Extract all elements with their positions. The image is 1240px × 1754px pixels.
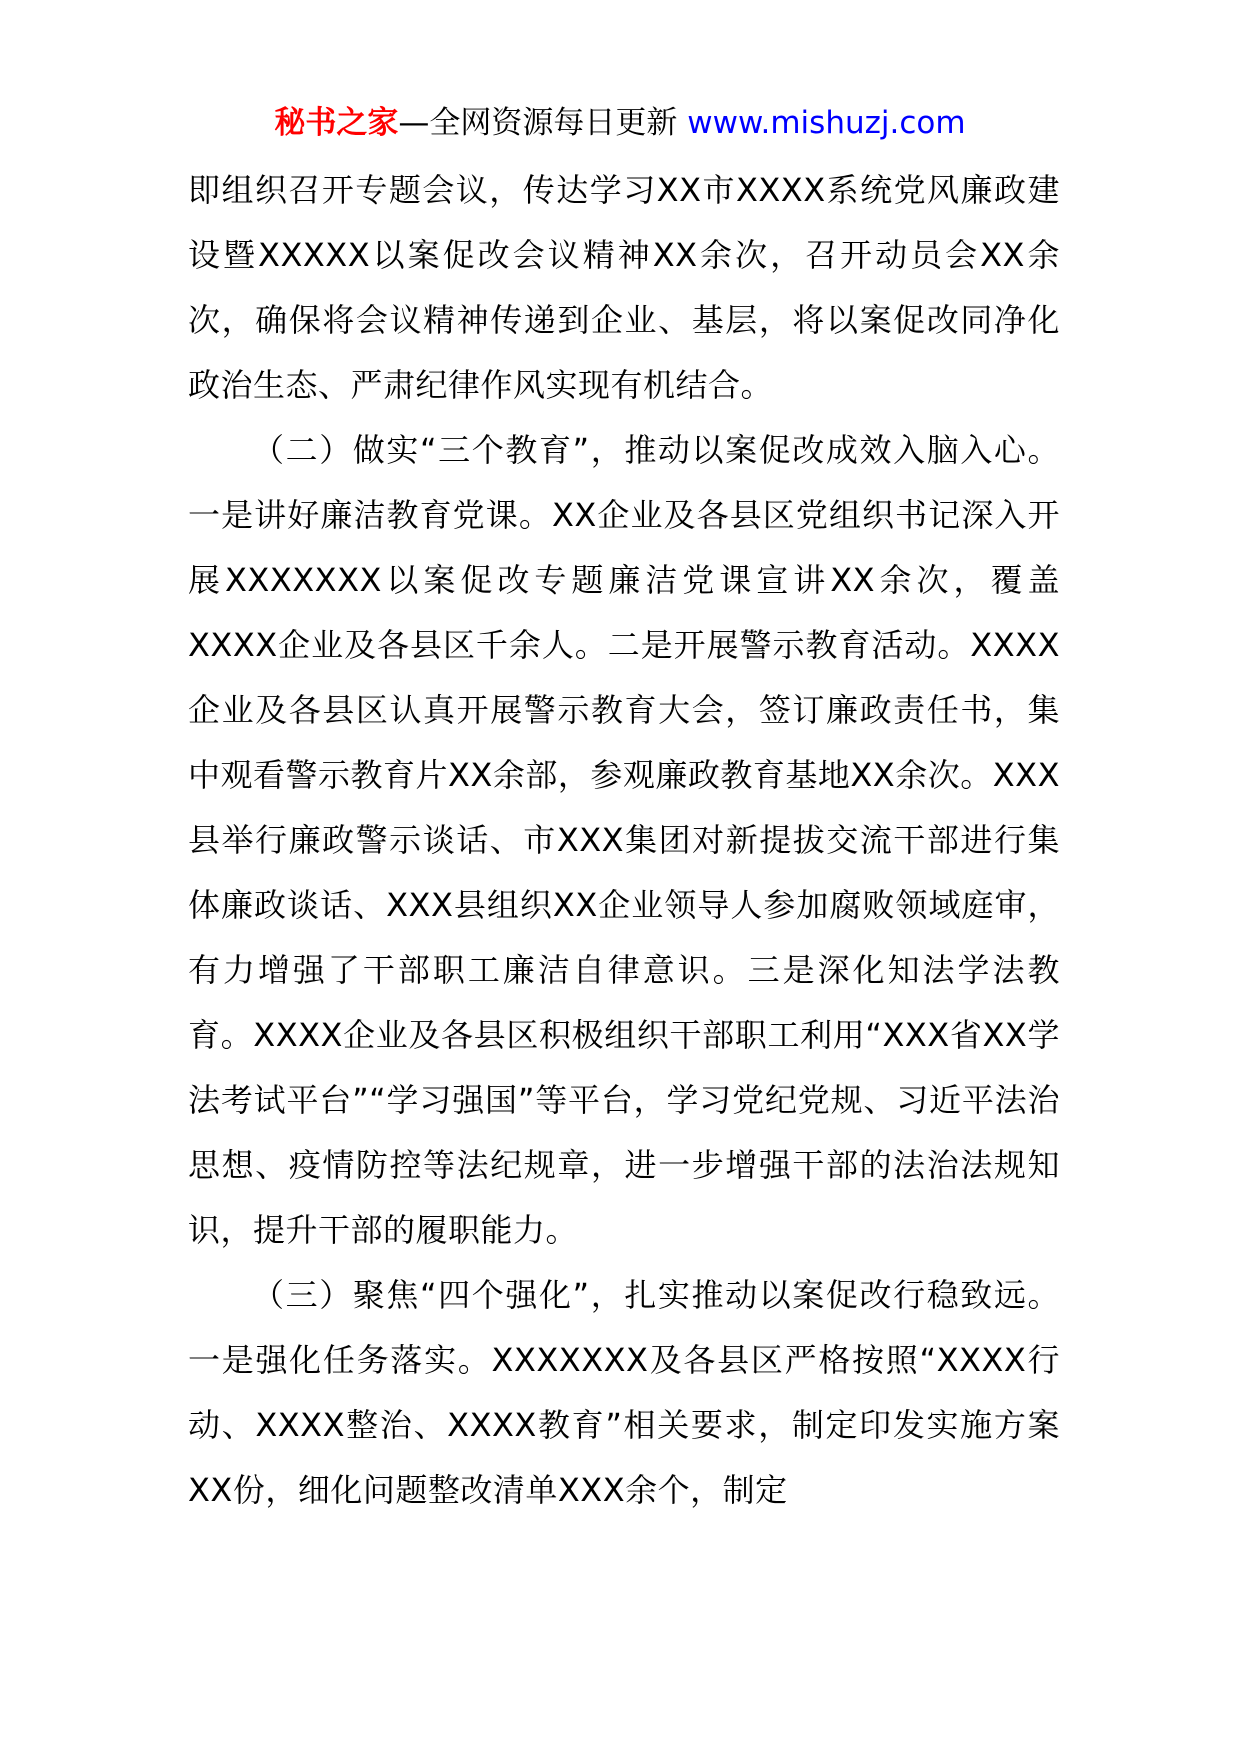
paragraph-section-two: （二）做实“三个教育”，推动以案促改成效入脑入心。一是讲好廉洁教育党课。XX企业及各县区党组织书记深入开展XXXXXXX以案促改专题廉洁党课宣讲XX余次，覆盖XXXX企业及各县区千余人。二是开展警示教育活动。XXXX企业及各县区认真开展警示教育大会，签订廉政责任书，集中观看警示教育片XX余部，参观廉政教育基地XX余次。XXX县举行廉政警示谈话、市XXX集团对新提拔交流干部进行集体廉政谈话、XXX县组织XX企业领导人参加腐败领域庭审，有力增强了干部职工廉洁自律意识。三是深化知法学法教育。XXXX企业及各县区积极组织干部职工利用“XXX省XX学法考试平台”“学习强国”等平台，学习党纪党规、习近平法治思想、疫情防控等法纪规章，进一步增强干部的法治法规知识，提升干部的履职能力。 [188,431,1060,1249]
site-url-link[interactable]: www.mishuzj.com [687,105,966,141]
document-body [188,158,1060,1523]
paragraph-section-three: （三）聚焦“四个强化”，扎实推动以案促改行稳致远。一是强化任务落实。XXXXXXX及各县区严格按照“XXXX行动、XXXX整治、XXXX教育”相关要求，制定印发实施方案XX份，细化问题整改清单XXX余个，制定 [188,1276,1060,1509]
site-header [0,100,1240,146]
header-slogan: —全网资源每日更新 [398,105,688,141]
brand-name: 秘书之家 [274,105,399,141]
paragraph-continuation: 即组织召开专题会议，传达学习XX市XXXX系统党风廉政建设暨XXXXX以案促改会议精神XX余次，召开动员会XX余次，确保将会议精神传递到企业、基层，将以案促改同净化政治生态、严肃纪律作风实现有机结合。 [188,171,1060,404]
